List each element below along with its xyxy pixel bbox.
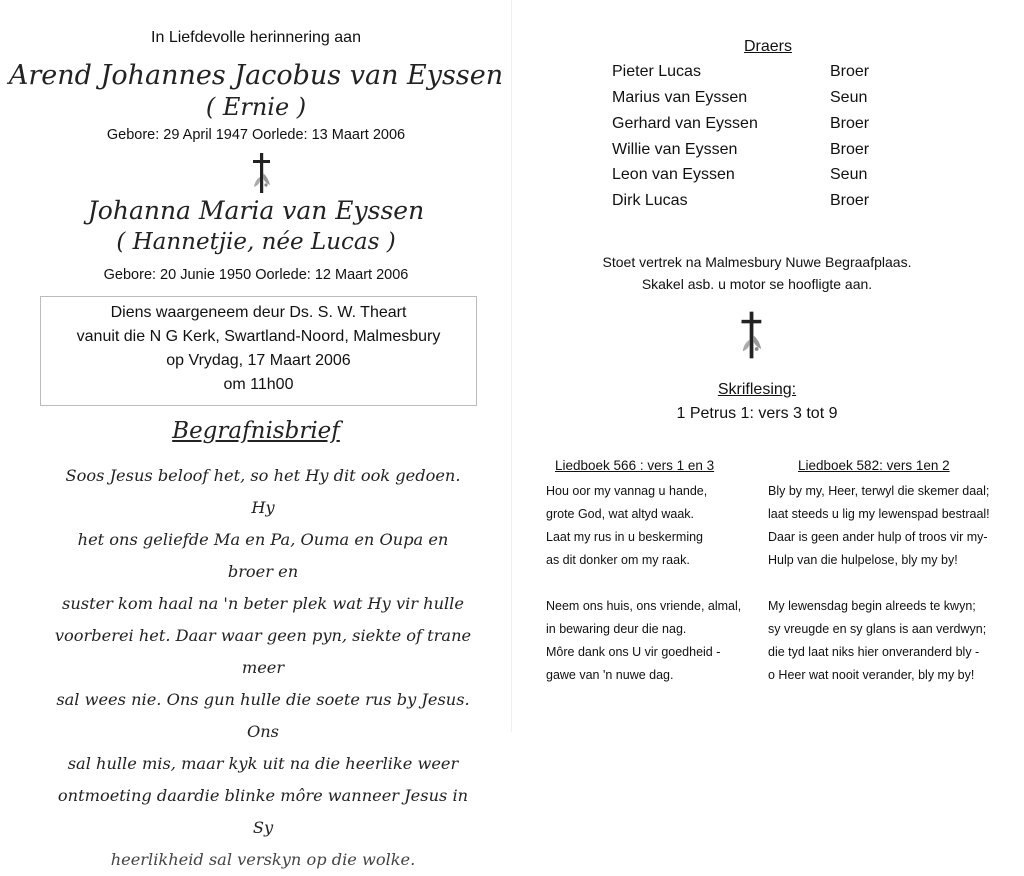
brief-line: voorberei het. Daar waar geen pyn, siekte of trane meer	[54, 626, 472, 677]
draer-relation: Broer	[830, 63, 870, 80]
hymn-line: die tyd laat niks hier onveranderd bly -	[768, 645, 980, 659]
draer-row	[612, 141, 1012, 167]
left-page	[0, 0, 512, 869]
person2-nickname: ( Hannetjie, née Lucas )	[116, 229, 396, 255]
draer-relation: Seun	[830, 89, 868, 106]
skriflesing-title: Skriflesing:	[717, 381, 797, 398]
service-box	[40, 296, 477, 406]
draer-row	[612, 192, 1012, 218]
draer-name: Marius van Eyssen	[612, 89, 748, 106]
hymn-line: Hulp van die hulpelose, bly my by!	[768, 553, 958, 567]
service-line: op Vrydag, 17 Maart 2006	[166, 352, 351, 369]
brief-title: Begrafnisbrief	[172, 418, 340, 444]
service-line: om 11h00	[223, 376, 294, 393]
hymn-line: in bewaring deur die nag.	[546, 622, 687, 636]
brief-line: Soos Jesus beloof het, so het Hy dit ook gedoen. Hy	[65, 466, 461, 517]
procession-line: Skakel asb. u motor se hoofligte aan.	[641, 276, 873, 292]
hymn-line: grote God, wat altyd waak.	[546, 507, 694, 521]
hymn-line: sy vreugde en sy glans is aan verdwyn;	[768, 622, 987, 636]
brief-line: ontmoeting daardie blinke môre wanneer Jesus in Sy	[57, 786, 469, 837]
skriflesing-text: 1 Petrus 1: vers 3 tot 9	[676, 405, 838, 422]
hymn-line: Laat my rus in u beskerming	[546, 530, 704, 544]
procession-line: Stoet vertrek na Malmesbury Nuwe Begraafplaas.	[602, 254, 912, 270]
hymn-566	[546, 458, 756, 698]
brief-line: het ons geliefde Ma en Pa, Ouma en Oupa en broer en	[77, 530, 449, 581]
hymn-line: Daar is geen ander hulp of troos vir my-	[768, 530, 988, 544]
draer-name: Gerhard van Eyssen	[612, 115, 758, 132]
draer-name: Dirk Lucas	[612, 192, 688, 209]
brief-line: suster kom haal na 'n beter plek wat Hy vir hulle	[62, 594, 464, 613]
brief-body	[54, 460, 472, 876]
person1-name: Arend Johannes Jacobus van Eyssen	[8, 60, 504, 91]
draer-row	[612, 89, 1012, 115]
draer-row	[612, 115, 1012, 141]
person1-nickname: ( Ernie )	[205, 93, 307, 121]
draer-name: Willie van Eyssen	[612, 141, 738, 158]
draer-row	[612, 63, 1012, 89]
intro-text: In Liefdevolle herinnering aan	[151, 29, 361, 46]
draers-title: Draers	[743, 38, 792, 55]
brief-line: sal wees nie. Ons gun hulle die soete rus by Jesus. Ons	[56, 690, 470, 741]
hymn-line: as dit donker om my raak.	[546, 553, 690, 567]
draer-relation: Broer	[830, 192, 870, 209]
hymn-line: Neem ons huis, ons vriende, almal,	[546, 599, 742, 613]
hymn-line: Bly by my, Heer, terwyl die skemer daal;	[768, 484, 990, 498]
right-page	[512, 0, 1024, 732]
hymn-title: Liedboek 582: vers 1en 2	[798, 458, 950, 473]
cross-icon	[738, 306, 766, 364]
draer-name: Leon van Eyssen	[612, 166, 735, 183]
brief-line: sal hulle mis, maar kyk uit na die heerlike weer	[67, 754, 459, 773]
hymn-582	[768, 458, 1018, 698]
hymn-line: gawe van 'n nuwe dag.	[546, 668, 674, 682]
hymn-line: Môre dank ons U vir goedheid -	[546, 645, 721, 659]
hymn-line: Hou oor my vannag u hande,	[546, 484, 708, 498]
brief-line: heerlikheid sal verskyn op die wolke.	[110, 850, 416, 869]
cross-icon	[250, 151, 274, 195]
draer-relation: Broer	[830, 115, 870, 132]
draer-name: Pieter Lucas	[612, 63, 701, 80]
draer-relation: Seun	[830, 166, 868, 183]
hymn-line: o Heer wat nooit verander, bly my by!	[768, 668, 975, 682]
service-line: vanuit die N G Kerk, Swartland-Noord, Malmesbury	[76, 328, 441, 345]
hymn-line: laat steeds u lig my lewenspad bestraal!	[768, 507, 990, 521]
service-line: Diens waargeneem deur Ds. S. W. Theart	[110, 304, 407, 321]
draer-relation: Broer	[830, 141, 870, 158]
draer-row	[612, 166, 1012, 192]
person2-name: Johanna Maria van Eyssen	[87, 196, 425, 225]
person1-dates: Gebore: 29 April 1947 Oorlede: 13 Maart 2006	[106, 127, 406, 143]
hymn-line: My lewensdag begin alreeds te kwyn;	[768, 599, 976, 613]
hymn-title: Liedboek 566 : vers 1 en 3	[555, 458, 715, 473]
person2-dates: Gebore: 20 Junie 1950 Oorlede: 12 Maart 2006	[103, 267, 409, 283]
